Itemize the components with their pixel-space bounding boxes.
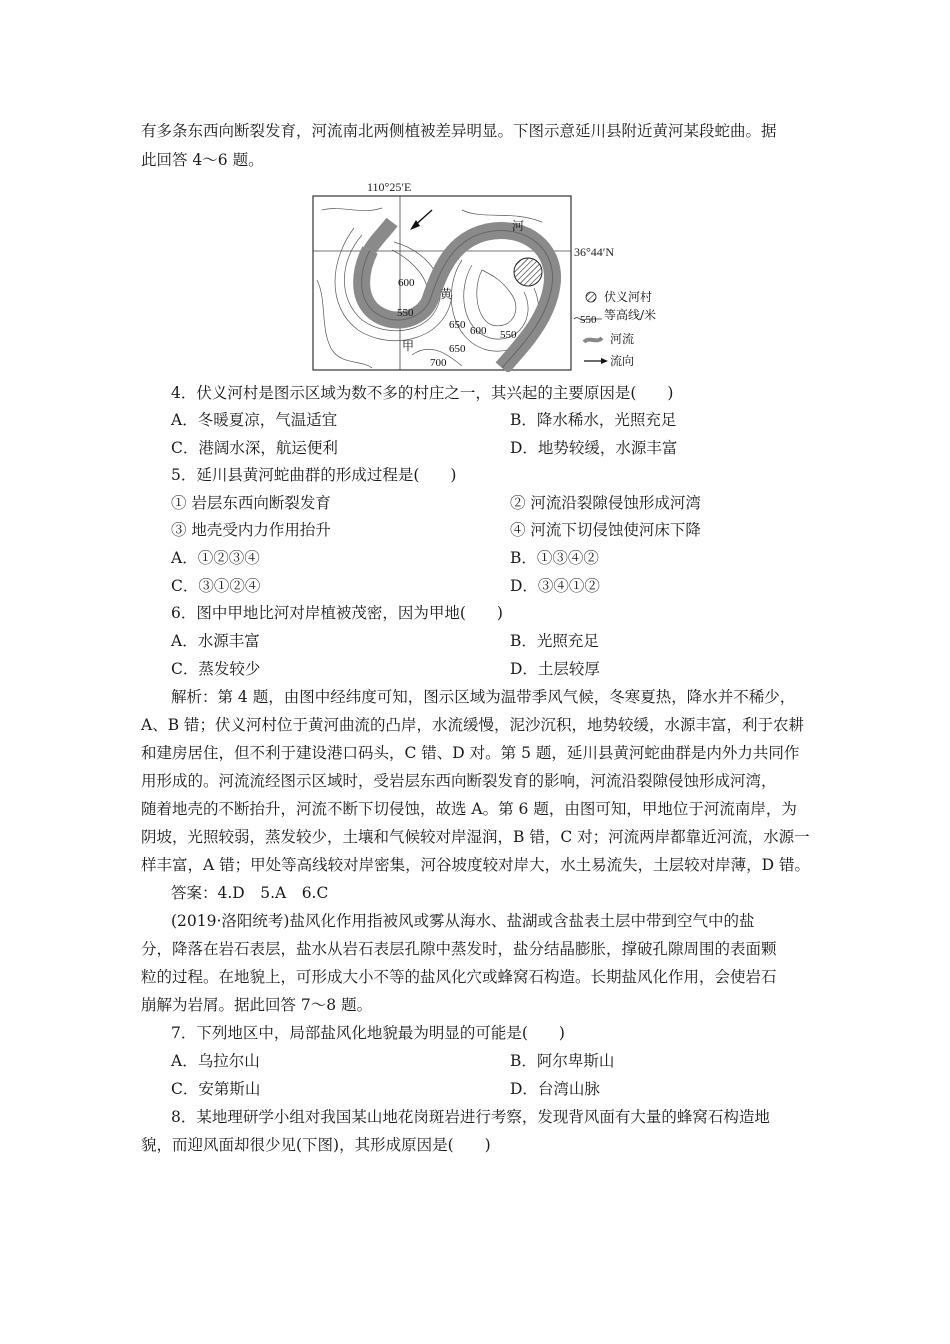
map-legend (574, 289, 656, 368)
place-jia: 甲 (402, 339, 415, 353)
contour-label: 600 (470, 325, 487, 337)
analysis-line: 和建房居住，但不利于建设港口码头，C 错、D 对。第 5 题，延川县黄河蛇曲群是内外力共同作 (141, 744, 800, 762)
q5-option-b: B．①③④② (510, 549, 599, 567)
contour-label: 600 (398, 277, 415, 289)
q5-statement-1: ① 岩层东西向断裂发育 (171, 494, 331, 512)
latitude-label: 36°44′N (574, 245, 615, 259)
contour-label: 650 (449, 343, 466, 355)
q4-option-b: B．降水稀水，光照充足 (510, 411, 677, 429)
analysis-line: 阴坡，光照较弱，蒸发较少，土壤和气候较对岸湿润，B 错，C 对；河流两岸都靠近河流，水源一 (141, 828, 810, 846)
legend-contour-value: 550 (580, 314, 597, 326)
q7-option-b: B．阿尔卑斯山 (510, 1052, 615, 1070)
analysis-line: 样丰富，A 错；甲处等高线较对岸密集，河谷坡度较对岸大，水土易流失，土层较对岸薄，D 错。 (141, 856, 810, 874)
legend-river-label: 河流 (610, 332, 635, 346)
flow-arrow-icon (410, 210, 432, 230)
legend-flow-label: 流向 (610, 354, 635, 368)
q5-statement-3: ③ 地壳受内力作用抬升 (171, 521, 331, 539)
q7-stem: 7．下列地区中，局部盐风化地貌最为明显的可能是( ) (171, 1024, 565, 1042)
q7-option-a: A．乌拉尔山 (171, 1052, 260, 1070)
analysis-line: A、B 错；伏义河村位于黄河曲流的凸岸，水流缓慢，泥沙沉积，地势较缓，水源丰富，利于农耕 (141, 716, 805, 734)
q4-option-c: C．港阔水深，航运便利 (171, 439, 338, 457)
meander-map (312, 180, 672, 372)
river-upstream (370, 222, 392, 250)
q6-option-c: C．蒸发较少 (171, 660, 261, 678)
q8-stem-line-2: 貌，而迎风面却很少见(下图)，其形成原因是( ) (141, 1136, 491, 1154)
passage2-line: 粒的过程。在地貌上，可形成大小不等的盐风化穴或蜂窝石构造。长期盐风化作用，会使岩石 (141, 968, 777, 986)
legend-river-icon (584, 338, 602, 342)
q5-option-c: C．③①②④ (171, 577, 261, 595)
intro-line-1: 有多条东西向断裂发育，河流南北两侧植被差异明显。下图示意延川县附近黄河某段蛇曲。据 (141, 122, 777, 140)
river-char-huang: 黄 (440, 287, 453, 301)
q4-option-d: D．地势较缓，水源丰富 (510, 439, 678, 457)
q4-option-a: A．冬暖夏凉，气温适宜 (171, 411, 338, 429)
contour-label: 700 (430, 357, 447, 369)
q8-stem-line-1: 8．某地理研学小组对我国某山地花岗斑岩进行考察，发现背风面有大量的蜂窝石构造地 (171, 1108, 770, 1126)
answer-line: 答案：4.D 5.A 6.C (171, 884, 329, 902)
legend-flow-arrowhead (601, 358, 608, 364)
contour-label: 550 (500, 329, 517, 341)
passage2-line: (2019·洛阳统考)盐风化作用指被风或雾从海水、盐湖或含盐表土层中带到空气中的盐 (171, 912, 755, 930)
legend-contour-label: 等高线/米 (604, 308, 657, 322)
q6-option-a: A．水源丰富 (171, 632, 260, 650)
q5-option-a: A．①②③④ (171, 549, 260, 567)
longitude-label: 110°25′E (367, 180, 412, 194)
contour-label: 550 (397, 307, 414, 319)
fuyihe-village-marker (514, 258, 542, 286)
legend-village-label: 伏义河村 (604, 290, 653, 304)
analysis-line: 解析：第 4 题，由图中经纬度可知，图示区域为温带季风气候，冬寒夏热，降水并不稀少， (171, 688, 796, 706)
q6-option-b: B．光照充足 (510, 632, 599, 650)
q7-option-c: C．安第斯山 (171, 1080, 261, 1098)
contour-label: 650 (449, 319, 466, 331)
q6-option-d: D．土层较厚 (510, 660, 600, 678)
q5-statement-4: ④ 河流下切侵蚀使河床下降 (510, 521, 701, 539)
q5-stem: 5．延川县黄河蛇曲群的形成过程是( ) (171, 466, 457, 484)
passage2-line: 分，降落在岩石表层，盐水从岩石表层孔隙中蒸发时，盐分结晶膨胀，撑破孔隙周围的表面颗 (141, 940, 777, 958)
q5-option-d: D．③④①② (510, 577, 600, 595)
river-char-he: 河 (512, 219, 525, 233)
q7-option-d: D．台湾山脉 (510, 1080, 600, 1098)
analysis-line: 用形成的。河流流经图示区域时，受岩层东西向断裂发育的影响，河流沿裂隙侵蚀形成河湾， (141, 772, 777, 790)
q6-stem: 6．图中甲地比河对岸植被茂密，因为甲地( ) (171, 604, 503, 622)
intro-line-2: 此回答 4～6 题。 (141, 151, 264, 169)
legend-village-icon (586, 292, 596, 302)
q5-statement-2: ② 河流沿裂隙侵蚀形成河湾 (510, 494, 701, 512)
q4-stem: 4．伏义河村是图示区域为数不多的村庄之一，其兴起的主要原因是( ) (171, 384, 674, 402)
analysis-line: 随着地壳的不断抬升，河流不断下切侵蚀，故选 A。第 6 题，由图可知，甲地位于河流南岸，为 (141, 800, 797, 818)
passage2-line: 崩解为岩屑。据此回答 7～8 题。 (141, 996, 373, 1014)
